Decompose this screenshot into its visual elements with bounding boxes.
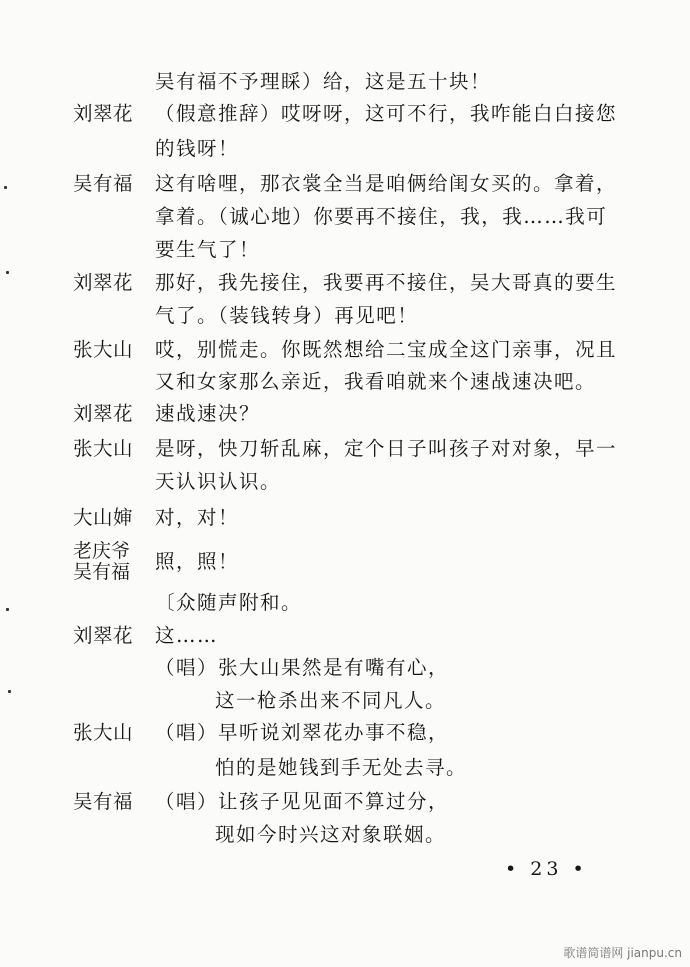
page-number: • 23 • [505, 858, 588, 880]
speaker-wu-youfu: 吴有福 [73, 172, 134, 195]
speaker-dashan-shen: 大山婶 [73, 506, 134, 529]
dialogue-line: 吴有福不予理睬）给，这是五十块！ [155, 70, 492, 93]
scan-speck [6, 608, 9, 611]
song-line: （唱）让孩子见见面不算过分， [155, 790, 450, 813]
dialogue-line: （假意推辞）哎呀呀，这可不行，我咋能白白接您 [155, 102, 618, 125]
speaker-liu-cuihua: 刘翠花 [73, 402, 134, 425]
song-line: 怕的是她钱到手无处去寻。 [215, 756, 468, 779]
dialogue-line: 速战速决？ [155, 402, 261, 425]
scan-speck [8, 690, 11, 693]
watermark: 歌谱简谱网 jianpu.cn [563, 946, 682, 960]
dialogue-line: 是呀，快刀斩乱麻，定个日子叫孩子对对象，早一 [155, 437, 618, 460]
dialogue-line: 的钱呀！ [155, 137, 240, 160]
dialogue-line: 这…… [155, 624, 219, 647]
dialogue-line: 对，对！ [155, 506, 240, 529]
song-line: （唱）早听说刘翠花办事不稳， [155, 721, 450, 744]
speaker-wu-youfu: 吴有福 [73, 561, 131, 583]
dialogue-line: 气了。（装钱转身）再见吧！ [155, 304, 419, 327]
dialogue-line: 这有啥哩，那衣裳全当是咱俩给闺女买的。拿着， [155, 172, 618, 195]
song-line: （唱）张大山果然是有嘴有心， [155, 656, 450, 679]
dialogue-line: 天认识认识。 [155, 470, 282, 493]
song-line: 这一枪杀出来不同凡人。 [215, 689, 447, 712]
speaker-liu-cuihua: 刘翠花 [73, 102, 134, 125]
stage-direction: 〔众随声附和。 [155, 591, 303, 614]
scan-speck [6, 271, 9, 274]
speaker-zhang-dashan: 张大山 [73, 721, 134, 744]
speaker-liu-cuihua: 刘翠花 [73, 624, 134, 647]
speaker-wu-youfu: 吴有福 [73, 790, 134, 813]
dialogue-line: 要生气了！ [155, 238, 261, 261]
song-line: 现如今时兴这对象联姻。 [215, 823, 447, 846]
speaker-lao-qingye: 老庆爷 [73, 540, 131, 562]
speaker-zhang-dashan: 张大山 [73, 338, 134, 361]
dialogue-line: 拿着。（诚心地）你要再不接住，我，我……我可 [155, 205, 608, 228]
dialogue-line: 照，照！ [155, 550, 240, 573]
dialogue-line: 哎，别慌走。你既然想给二宝成全这门亲事，况且 [155, 338, 618, 361]
speaker-zhang-dashan: 张大山 [73, 437, 134, 460]
dialogue-line: 那好，我先接住，我要再不接住，吴大哥真的要生 [155, 271, 618, 294]
dialogue-line: 又和女家那么亲近，我看咱就来个速战速决吧。 [155, 370, 597, 393]
scan-speck [4, 186, 7, 189]
speaker-liu-cuihua: 刘翠花 [73, 271, 134, 294]
